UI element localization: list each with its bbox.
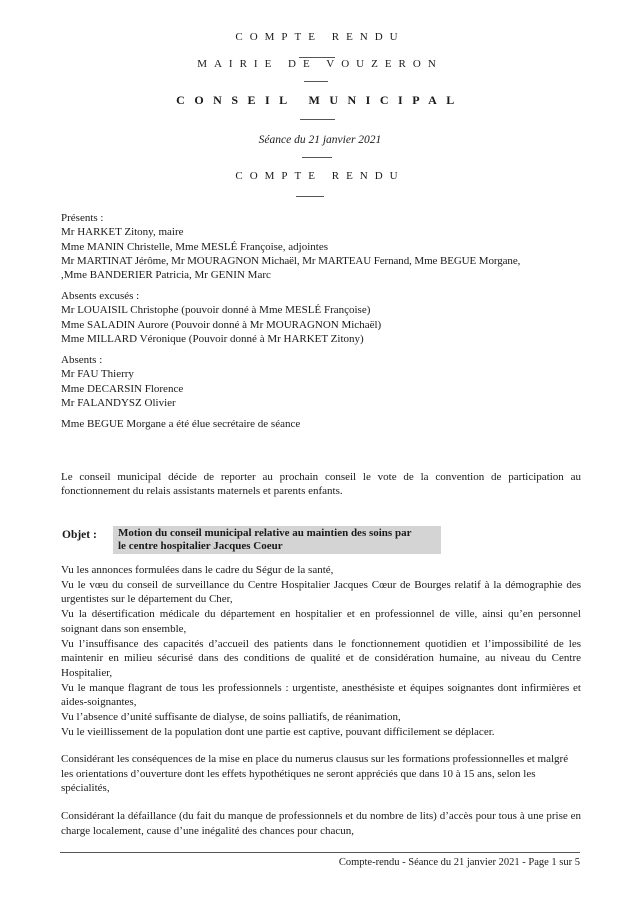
doc-title-bottom: COMPTE RENDU	[235, 170, 405, 182]
divider	[304, 81, 328, 82]
absents-heading: Absents :	[61, 354, 103, 366]
considerant-paragraph: Considérant la défaillance (du fait du manque de professionnels et du nombre de lits) d’accès pour tous à une prise en charge localement, cause d’une inégalité des chances pour chacun,	[61, 810, 581, 837]
absent-line: Mme DECARSIN Florence	[61, 382, 184, 395]
doc-title-top: COMPTE RENDU	[235, 31, 405, 43]
divider	[300, 119, 335, 120]
mairie-name: MAIRIE DE VOUZERON	[197, 58, 443, 70]
objet-box	[113, 526, 441, 554]
objet-line: le centre hospitalier Jacques Coeur	[118, 540, 283, 552]
presents-section	[61, 211, 581, 282]
presents-line: Mme MANIN Christelle, Mme MESLÉ Françoise, adjointes	[61, 240, 329, 253]
seance-date: Séance du 21 janvier 2021	[258, 134, 382, 146]
presents-line: Mr HARKET Zitony, maire	[61, 226, 184, 239]
vu-item: Vu le vœu du conseil de surveillance du Centre Hospitalier Jacques Cœur de Bourges relatif à la démographie des urgentistes sur le département du Cher,	[61, 578, 581, 606]
conseil-title: CONSEIL MUNICIPAL	[176, 93, 464, 107]
report-paragraph: Le conseil municipal décide de reporter au prochain conseil le vote de la convention de participation au fonctionnement du relais assistants maternels et parents enfants.	[61, 471, 581, 498]
presents-heading: Présents :	[61, 212, 104, 224]
absent-line: Mr FALANDYSZ Olivier	[61, 396, 176, 409]
vu-item: Vu le vieillissement de la population dont une partie est captive, pouvant difficilement se déplacer.	[61, 725, 495, 738]
absent-excuse-line: Mme MILLARD Véronique (Pouvoir donné à Mr HARKET Zitony)	[61, 332, 364, 345]
vu-item: Vu l’insuffisance des capacités d’accueil des patients dans le fonctionnement quotidien et l’impossibilité de les maintenir en milieu sécurisé dans des conditions de qualité et de considération humaine, au niveau du Centre Hospitalier,	[61, 637, 581, 679]
vu-item: Vu le manque flagrant de tous les professionnels : urgentiste, anesthésiste et équipes soignantes dont infirmières et aides-soignantes,	[61, 681, 581, 709]
page-footer: Compte-rendu - Séance du 21 janvier 2021 - Page 1 sur 5	[338, 857, 580, 868]
vu-item: Vu les annonces formulées dans le cadre du Ségur de la santé,	[61, 564, 334, 576]
objet-label: Objet :	[62, 529, 97, 541]
vu-item: Vu la désertification médicale du département en hospitalier et en professionnel de ville, ainsi qu’en personnel soignant dans son ensemble,	[61, 608, 581, 635]
vu-list	[61, 563, 581, 739]
presents-line: Mr MARTINAT Jérôme, Mr MOURAGNON Michaël, Mr MARTEAU Fernand, Mme BEGUE Morgane,	[61, 254, 521, 267]
divider	[296, 196, 324, 197]
absents-excuses-heading: Absents excusés :	[61, 290, 140, 302]
absents-section	[61, 353, 581, 410]
absents-excuses-section	[61, 289, 581, 346]
vu-item: Vu l’absence d’unité suffisante de dialyse, de soins palliatifs, de réanimation,	[61, 711, 401, 724]
objet-line: Motion du conseil municipal relative au maintien des soins par	[118, 527, 412, 539]
footer-divider	[60, 852, 580, 853]
absent-excuse-line: Mme SALADIN Aurore (Pouvoir donné à Mr MOURAGNON Michaël)	[61, 318, 382, 331]
considerant-paragraph: Considérant les conséquences de la mise en place du numerus clausus sur les formations professionnelles et malgré les orientations d’ouverture dont les effets hypothétiques ne seront appréciés que dans 10 à 15 ans, selon les spécialités,	[61, 753, 569, 795]
absent-line: Mr FAU Thierry	[61, 368, 134, 381]
absent-excuse-line: Mr LOUAISIL Christophe (pouvoir donné à Mme MESLÉ Françoise)	[61, 304, 371, 317]
secretaire-line: Mme BEGUE Morgane a été élue secrétaire de séance	[61, 418, 301, 430]
presents-line: ,Mme BANDERIER Patricia, Mr GENIN Marc	[61, 269, 271, 282]
divider	[302, 157, 332, 158]
